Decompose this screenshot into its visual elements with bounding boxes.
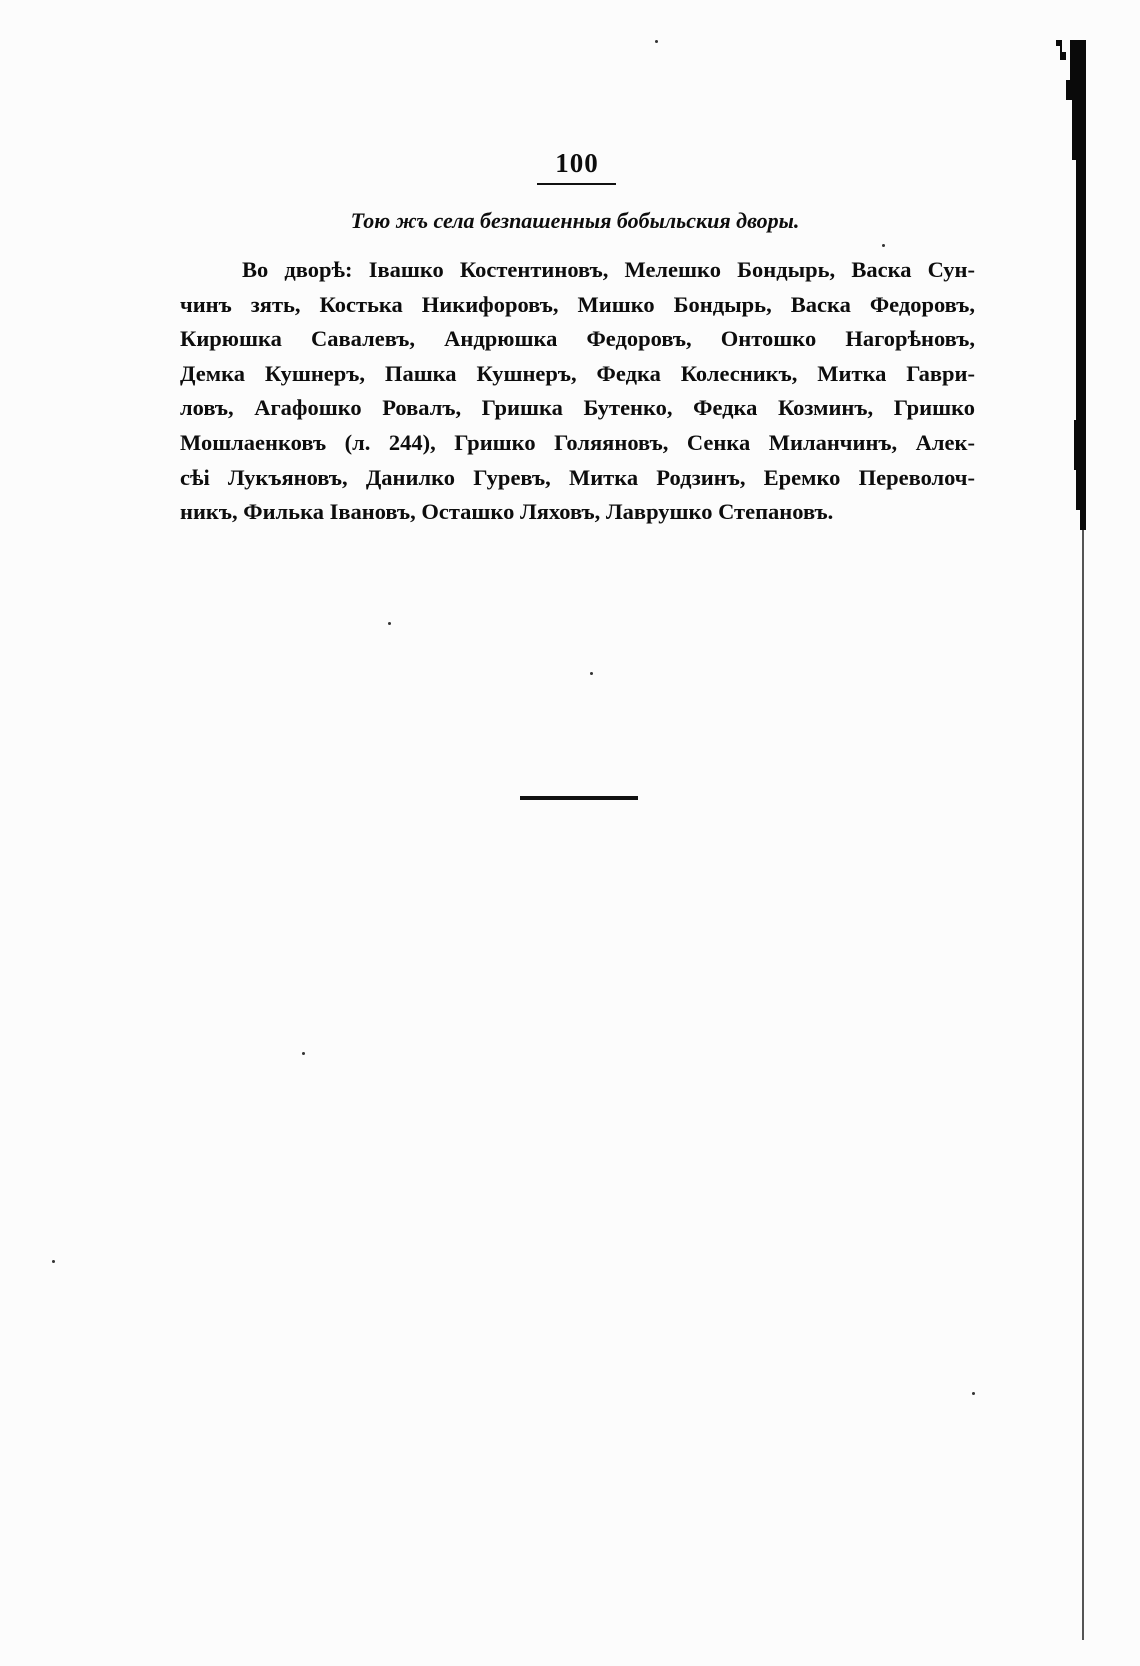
body-line: сѣі Лукъяновъ, Данилко Гуревъ, Митка Родзинъ, Еремко Переволоч-: [180, 464, 975, 490]
page-number-underline: [537, 183, 616, 185]
body-line: Мошлаенковъ (л. 244), Гришко Голяяновъ, Сенка Миланчинъ, Алек-: [180, 429, 975, 455]
scan-speck: [655, 40, 658, 43]
body-line: Во дворѣ: Івашко Костентиновъ, Мелешко Бондырь, Васка Сун-: [242, 257, 975, 282]
scan-edge-shadow: [1056, 40, 1086, 530]
scan-speck: [302, 1052, 305, 1055]
section-heading: Тою жъ села безпашенныя бобыльския дворы.: [350, 208, 800, 233]
scan-speck: [590, 672, 593, 675]
body-line: чинъ зять, Костька Никифоровъ, Мишко Бондырь, Васка Федоровъ,: [180, 291, 975, 317]
scan-speck: [388, 622, 391, 625]
page-number: 100: [555, 148, 599, 178]
scan-speck: [882, 244, 885, 247]
scan-speck: [972, 1392, 975, 1395]
section-end-rule: [520, 796, 638, 800]
body-line: ловъ, Агафошко Ровалъ, Гришка Бутенко, Федка Козминъ, Гришко: [180, 395, 975, 421]
body-line: никъ, Филька Івановъ, Осташко Ляховъ, Лаврушко Степановъ.: [180, 499, 834, 525]
scan-edge-line: [1082, 530, 1084, 1640]
body-line: Кирюшка Савалевъ, Андрюшка Федоровъ, Онтошко Нагорѣновъ,: [180, 326, 975, 352]
body-paragraph: [180, 253, 975, 530]
scan-speck: [52, 1260, 55, 1263]
body-line: Демка Кушнеръ, Пашка Кушнеръ, Федка Колесникъ, Митка Гаври-: [180, 360, 975, 386]
